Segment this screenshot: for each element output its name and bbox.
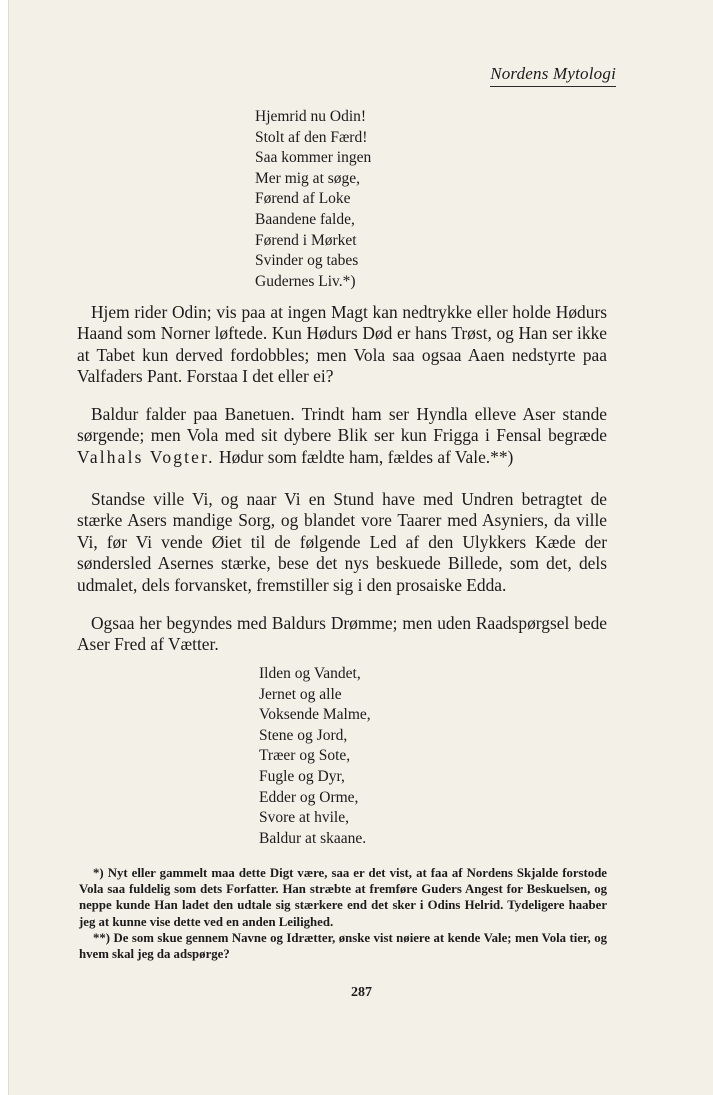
footnote-2: **) De som skue gennem Navne og Idrætter, ønske vist nøiere at kende Vale; men Vola tier, og hvem skal jeg da adspørge? bbox=[79, 930, 607, 962]
verse-line: Mer mig at søge, bbox=[255, 169, 361, 187]
page-number: 287 bbox=[351, 985, 372, 1000]
verse-line: Træer og Sote, bbox=[259, 747, 351, 765]
verse-line: Saa kommer ingen bbox=[255, 149, 372, 167]
running-title: Nordens Mytologi bbox=[490, 64, 616, 87]
footnotes bbox=[79, 865, 607, 962]
verse-stanza-2 bbox=[259, 664, 371, 849]
spaced-emphasis: Valhals Vogter. bbox=[77, 446, 215, 467]
verse-line: Fugle og Dyr, bbox=[259, 767, 345, 785]
prose-block-3 bbox=[77, 489, 607, 596]
prose-block-1 bbox=[77, 302, 607, 388]
paragraph: Standse ville Vi, og naar Vi en Stund have med Undren betragtet de stærke Asers mandige Sorg, og blandet vore Taarer med Asyniers, da ville Vi, før Vi vende Øiet til de følgende Led af den Ulykkers Kæde der søndersled Asernes stærke, bese det nys beskuede Billede, som det, dels udmalet, dels forvansket, fremstiller sig i den prosaiske Edda. bbox=[77, 489, 607, 595]
verse-line: Stolt af den Færd! bbox=[255, 128, 368, 146]
paragraph bbox=[77, 404, 607, 468]
paragraph-text: Baldur falder paa Banetuen. Trindt ham ser Hyndla elleve Aser stande sørgende; men Vola med sit dybere Blik ser kun Frigga i Fensal begræde bbox=[77, 404, 607, 446]
verse-line: Ilden og Vandet, bbox=[259, 665, 361, 682]
verse-line: Jernet og alle bbox=[259, 685, 342, 703]
verse-line: Førend i Mørket bbox=[255, 231, 357, 249]
verse-line: Edder og Orme, bbox=[259, 788, 359, 806]
paragraph: Ogsaa her begyndes med Baldurs Drømme; men uden Raadspørgsel bede Aser Fred af Vætter. bbox=[77, 613, 607, 655]
book-page bbox=[8, 0, 713, 1095]
verse-line: Hjemrid nu Odin! bbox=[255, 108, 367, 125]
paragraph: Hjem rider Odin; vis paa at ingen Magt kan nedtrykke eller holde Hødurs Haand som Norner løftede. Kun Hødurs Død er hans Trøst, og Han ser ikke at Tabet kun derved fordobbles; men Vola saa ogsaa Aaen nedstyrte paa Valfaders Pant. Forstaa I det eller ei? bbox=[77, 302, 607, 387]
verse-line: Stene og Jord, bbox=[259, 726, 348, 744]
verse-line: Svinder og tabes bbox=[255, 252, 359, 270]
verse-line: Baldur at skaane. bbox=[259, 829, 367, 847]
verse-line: Førend af Loke bbox=[255, 190, 351, 208]
verse-line: Gudernes Liv.*) bbox=[255, 272, 356, 290]
verse-stanza-1 bbox=[255, 107, 371, 292]
verse-line: Voksende Malme, bbox=[259, 706, 371, 724]
prose-block-4 bbox=[77, 613, 607, 656]
verse-line: Baandene falde, bbox=[255, 210, 355, 228]
footnote-1: *) Nyt eller gammelt maa dette Digt være, saa er det vist, at faa af Nordens Skjalde forstode Vola saa fuldelig som dets Forfatter. Han stræbte at fremføre Guders Angest for Beskuelsen, og neppe kunde Han ladet den udtale sig stærkere end det sker i Odins Helrid. Tydeligere haaber jeg at kunne vise dette ved en anden Leilighed. bbox=[79, 866, 607, 929]
prose-block-2 bbox=[77, 404, 607, 468]
paragraph-text: Hødur som fældte ham, fældes af Vale.**) bbox=[214, 446, 514, 467]
verse-line: Svore at hvile, bbox=[259, 809, 349, 827]
